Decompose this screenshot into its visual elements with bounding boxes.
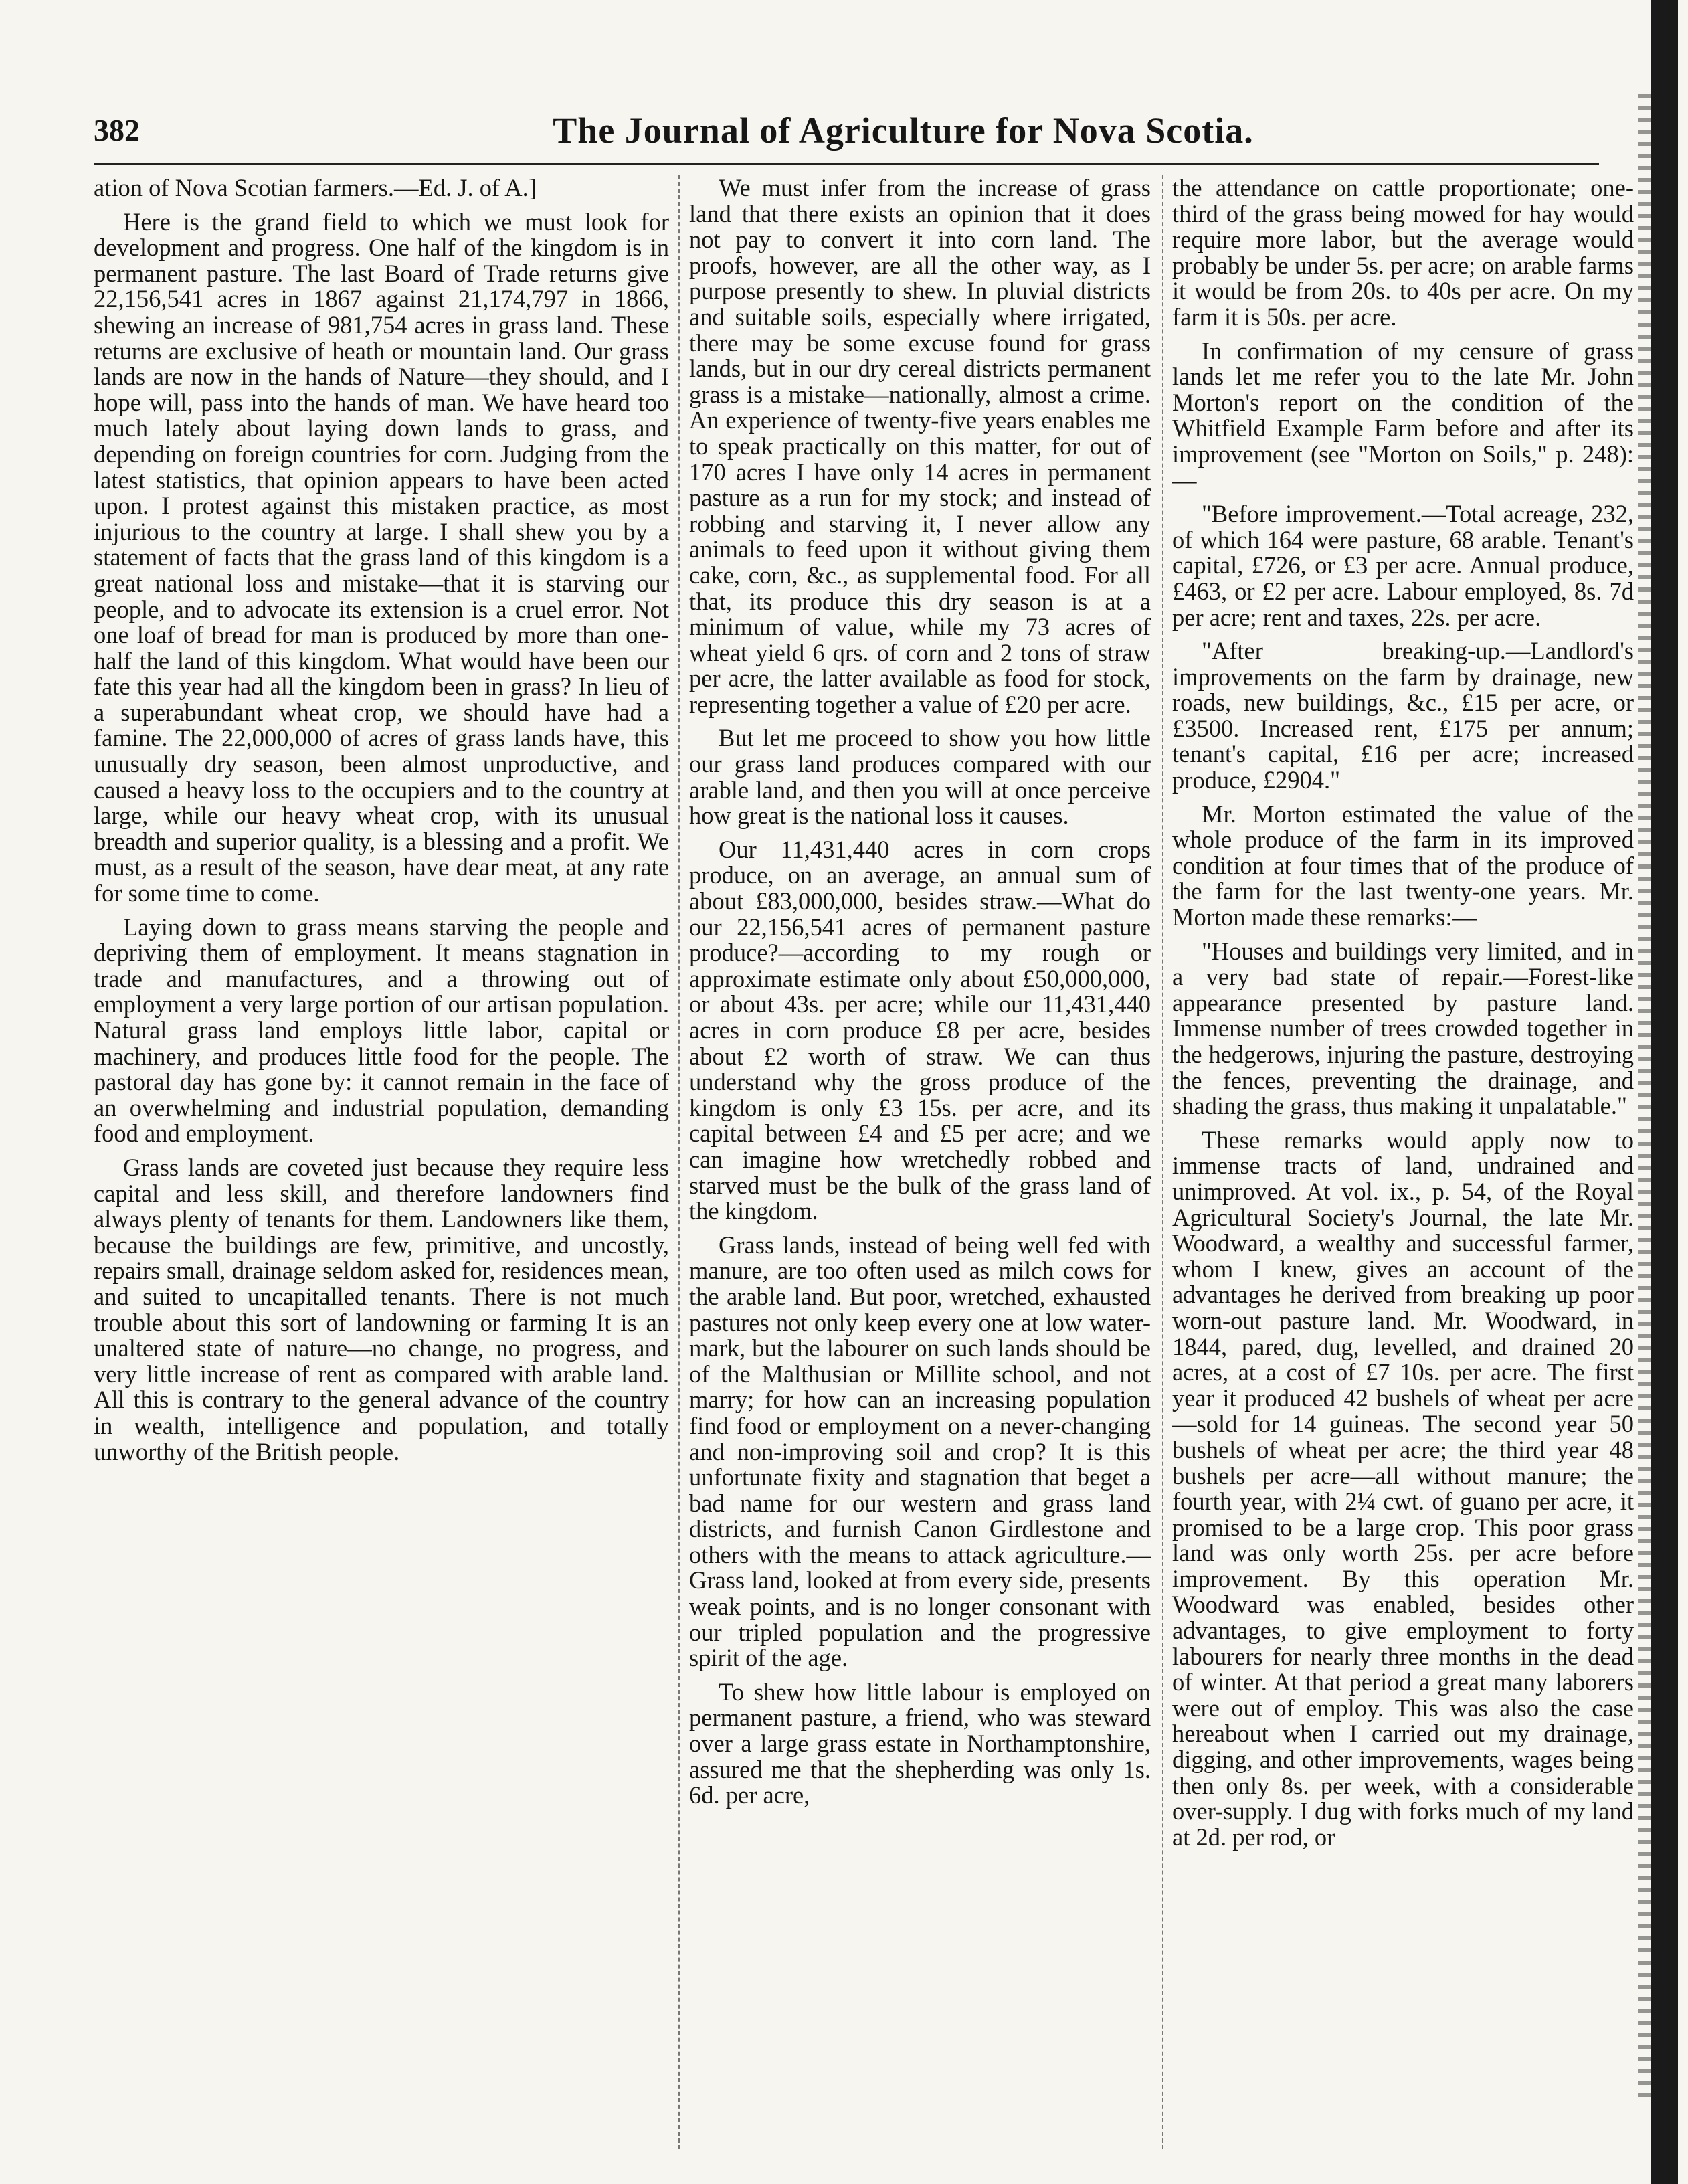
paragraph: Mr. Morton estimated the value of the whole produce of the farm in its improved condition at four times that of the produce of the farm for the last twenty-one years. Mr. Morton made these remarks:— xyxy=(1172,800,1634,931)
column-divider xyxy=(678,175,680,2149)
quotation: "After breaking-up.—Landlord's improvements on the farm by drainage, new roads, new buildings, &c., £15 per acre, or £3500. Increased rent, £175 per annum; tenant's capital, £16 per acre; increased produce, £2904." xyxy=(1172,637,1634,794)
paragraph: These remarks would apply now to immense tracts of land, undrained and unimproved. At vol. ix., p. 54, of the Royal Agricultural Society's Journal, the late Mr. Woodward, a wealthy and successful farmer, whom I knew, gives an account of the advantages he derived from breaking up poor worn-out pasture land. Mr. Woodward, in 1844, pared, dug, levelled, and drained 20 acres, at a cost of £7 10s. per acre. The first year it produced 42 bushels of wheat per acre—sold for 14 guineas. The second year 50 bushels of wheat per acre; the third year 48 bushels per acre—all without manure; the fourth year, with 2¼ cwt. of guano per acre, it promised to be a large crop. This poor grass land was only worth 25s. per acre before improvement. By this operation Mr. Woodward was enabled, besides other advantages, to give employment to forty labourers for nearly three months in the dead of winter. At that period a great many laborers were out of employ. This was also the case hereabout when I carried out my drainage, digging, and other improvements, wages being then only 8s. per week, with a considerable over-supply. I dug with forks much of my land at 2d. per rod, or xyxy=(1172,1125,1634,1851)
paragraph: Our 11,431,440 acres in corn crops produce, on an average, an annual sum of about £83,000,000, besides straw.—What do our 22,156,541 acres of permanent pasture produce?—according to my rough or approximate estimate only about £50,000,000, or about 43s. per acre; while our 11,431,440 acres in corn produce £8 per acre, besides about £2 worth of straw. We can thus understand why the gross produce of the kingdom is only £3 15s. per acre, and its capital between £4 and £5 per acre; and we can imagine how wretchedly robbed and starved must be the bulk of the grass land of the kingdom. xyxy=(689,835,1151,1225)
paragraph: Grass lands, instead of being well fed with manure, are too often used as milch cows for the arable land. But poor, wretched, exhausted pastures not only keep every one at low water-mark, but the labourer on such lands should be of the Malthusian or Millite school, and not marry; for how can an increasing population find food or employment on a never-changing and non-improving soil and crop? It is this unfortunate fixity and stagnation that beget a bad name for our western and grass land districts, and furnish Canon Girdlestone and others with the means to attack agriculture.—Grass land, looked at from every side, presents weak points, and is no longer consonant with our tripled population and the progressive spirit of the age. xyxy=(689,1231,1151,1672)
page-number: 382 xyxy=(94,113,140,147)
paragraph: To shew how little labour is employed on permanent pasture, a friend, who was steward over a large grass estate in Northamptonshire, assured me that the shepherding was only 1s. 6d. per acre, xyxy=(689,1677,1151,1809)
paragraph: We must infer from the increase of grass land that there exists an opinion that it does not pay to convert it into corn land. The proofs, however, are all the other way, as I purpose presently to shew. In pluvial districts and suitable soils, especially where irrigated, there may be some excuse found for grass lands, but in our dry cereal districts permanent grass is a mistake—nationally, almost a crime. An experience of twenty-five years enables me to speak practically on this matter, for out of 170 acres I have only 14 acres in permanent pasture as a run for my stock; and instead of robbing and starving it, I never allow any animals to feed upon it without giving them cake, corn, &c., as supplemental food. For all that, its produce this dry season is at a minimum of value, while my 73 acres of wheat yield 6 qrs. of corn and 2 tons of straw per acre, the latter available as food for stock, representing together a value of £20 per acre. xyxy=(689,175,1151,718)
paragraph: Laying down to grass means starving the people and depriving them of employment. It means stagnation in trade and manufactures, and a throwing out of employment a very large portion of our artisan population. Natural grass land employs little labor, capital or machinery, and produces little food for the people. The pastoral day has gone by: it cannot remain in the face of an overwhelming and industrial population, demanding food and employment. xyxy=(94,913,669,1148)
paragraph: the attendance on cattle proportionate; one-third of the grass being mowed for hay would require more labor, but the average would probably be under 5s. per acre; on arable farms it would be from 20s. to 40s per acre. On my farm it is 50s. per acre. xyxy=(1172,175,1634,331)
paragraph: Grass lands are coveted just because they require less capital and less skill, and therefore landowners find always plenty of tenants for them. Landowners like them, because the buildings are few, primitive, and uncostly, repairs small, drainage seldom asked for, residences mean, and suited to uncapitalled tenants. There is not much trouble about this sort of landowning or farming It is an unaltered state of nature—no change, no progress, and very little increase of rent as compared with arable land. All this is contrary to the general advance of the country in wealth, intelligence and population, and totally unworthy of the British people. xyxy=(94,1153,669,1465)
text-column-1 xyxy=(94,175,669,2156)
paragraph: Here is the grand field to which we must look for development and progress. One half of the kingdom is in permanent pasture. The last Board of Trade returns give 22,156,541 acres in 1867 against 21,174,797 in 1866, shewing an increase of 981,754 acres in grass land. These returns are exclusive of heath or mountain land. Our grass lands are now in the hands of Nature—they should, and I hope will, pass into the hands of man. We have heard too much lately about laying down lands to grass, and depending on foreign countries for corn. Judging from the latest statistics, that opinion appears to have been acted upon. I protest against this mistaken practice, as most injurious to the country at large. I shall shew you by a statement of facts that the grass land of this kingdom is a great national loss and mistake—that it is starving our people, and to advocate its extension is a cruel error. Not one loaf of bread for man is produced by more than one-half the land of this kingdom. What would have been our fate this year had all the kingdom been in grass? In lieu of a superabundant wheat crop, we should have had a famine. The 22,000,000 of acres of grass lands have, this unusually dry season, been almost unproductive, and caused a heavy loss to the occupiers and to the country at large, while our heavy wheat crop, with its unusual breadth and superior quality, is a blessing and a profit. We must, as a result of the season, have dear meat, at any rate for some time to come. xyxy=(94,207,669,907)
paragraph: In confirmation of my censure of grass lands let me refer you to the late Mr. John Morton's report on the condition of the Whitfield Example Farm before and after its improvement (see "Morton on Soils," p. 248):— xyxy=(1172,337,1634,494)
scan-edge xyxy=(1651,0,1678,2184)
header-rule xyxy=(94,163,1599,165)
scan-edge-shadow xyxy=(1638,94,1653,2101)
quotation: "Before improvement.—Total acreage, 232, of which 164 were pasture, 68 arable. Tenant's capital, £726, or £3 per acre. Annual produce, £463, or £2 per acre. Labour employed, 8s. 7d per acre; rent and taxes, 22s. per acre. xyxy=(1172,500,1634,631)
text-column-3 xyxy=(1172,175,1634,2156)
paragraph: ation of Nova Scotian farmers.—Ed. J. of A.] xyxy=(94,175,537,201)
text-column-2 xyxy=(689,175,1151,2156)
paragraph: But let me proceed to show you how little our grass land produces compared with our arable land, and then you will at once perceive how great is the national loss it causes. xyxy=(689,724,1151,830)
page-header xyxy=(94,100,1586,161)
column-divider xyxy=(1162,175,1163,2149)
quotation: "Houses and buildings very limited, and in a very bad state of repair.—Forest-like appearance presented by pasture land. Immense number of trees crowded together in the hedgerows, injuring the pasture, destroying the fences, preventing the drainage, and shading the grass, thus making it unpalatable." xyxy=(1172,937,1634,1120)
journal-title: The Journal of Agriculture for Nova Scotia. xyxy=(553,110,1254,151)
